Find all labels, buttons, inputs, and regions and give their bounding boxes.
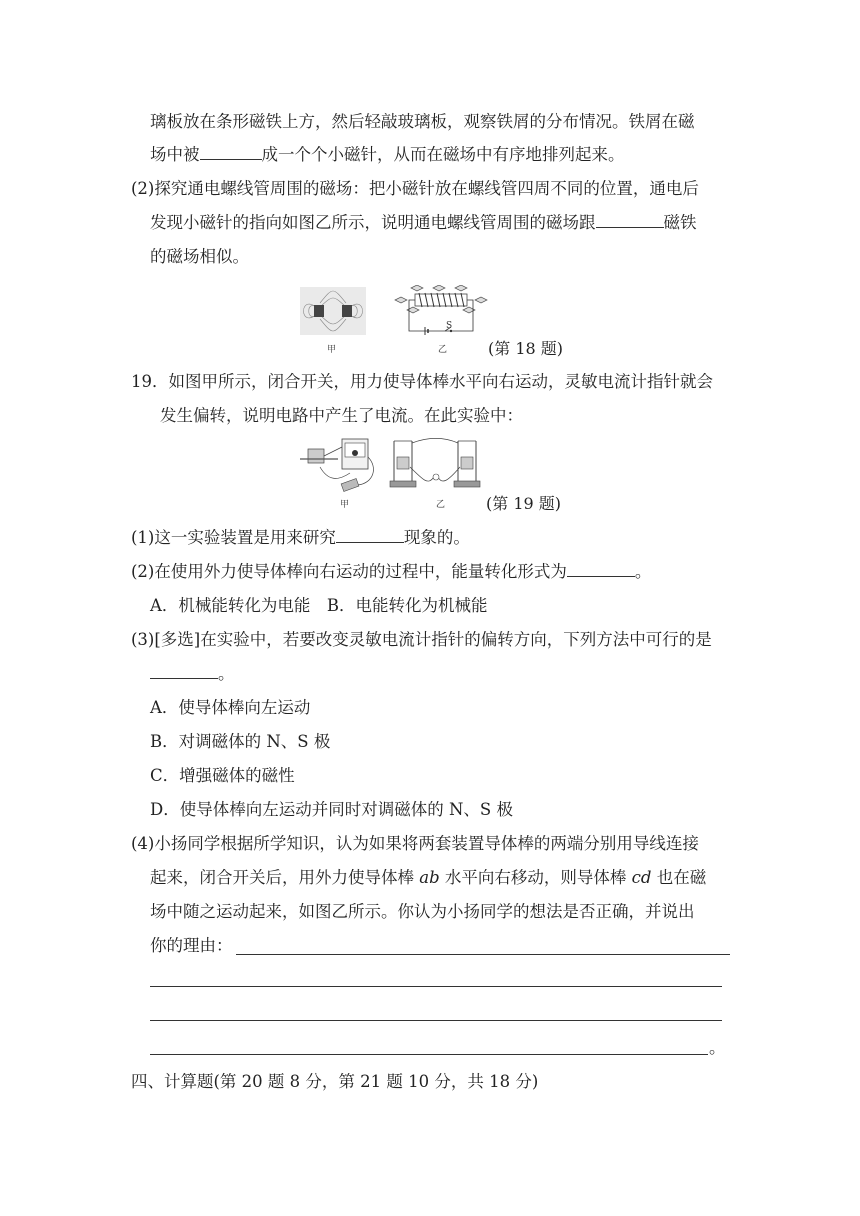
q19-part4-line-3: 场中随之运动起来，如图乙所示。你认为小扬同学的想法是否正确，并说出 [150, 902, 695, 921]
q18-part2-line-2 [150, 211, 697, 235]
q19-conductor-ab: ab [419, 868, 440, 887]
q19-part2-a: (2)在使用外力使导体棒向右运动的过程中，能量转化形式为 [131, 562, 567, 581]
q19-figure-yi-apparatus [388, 437, 484, 493]
q19-part2 [131, 560, 651, 584]
q19-figure-jia-label: 甲 [340, 500, 350, 510]
q19-part1 [131, 526, 470, 550]
q19-blank-3 [150, 662, 218, 679]
q19-part2-b: 。 [634, 562, 652, 581]
q18-line-2 [150, 143, 625, 167]
q18-line-1: 璃板放在条形磁铁上方，然后轻敲玻璃板，观察铁屑的分布情况。铁屑在磁 [150, 112, 695, 131]
q19-conductor-cd: cd [631, 868, 652, 887]
q19-part4-line-4: 你的理由： [150, 936, 233, 955]
q18-part2-line-1: (2)探究通电螺线管周围的磁场：把小磁针放在螺线管四周不同的位置，通电后 [131, 179, 699, 198]
q18-figure-yi-solenoid [393, 285, 489, 339]
q18-figure-yi-label: 乙 [438, 345, 448, 355]
q19-answer-rule-4 [150, 1054, 708, 1055]
q19-option-c: C．增强磁体的磁性 [150, 766, 295, 785]
q19-option-a: A．使导体棒向左运动 [150, 698, 311, 717]
q18-part2-line-2-b: 磁铁 [663, 213, 697, 232]
q19-figure-jia-apparatus [298, 437, 384, 493]
q18-part2-line-2-a: 发现小磁针的指向如图乙所示，说明通电螺线管周围的磁场跟 [150, 213, 596, 232]
q19-stem-line-2: 发生偏转，说明电路中产生了电流。在此实验中： [160, 406, 523, 425]
q19-option-d: D．使导体棒向左运动并同时对调磁体的 N、S 极 [150, 800, 513, 819]
q19-part4-line-2-b: 水平向右移动，则导体棒 [439, 868, 632, 887]
q18-figure-jia-label: 甲 [327, 345, 337, 355]
q19-figure-yi-label: 乙 [436, 500, 446, 510]
q19-stem-line-1: 19．如图甲所示，闭合开关，用力使导体棒水平向右运动，灵敏电流计指针就会 [131, 372, 713, 391]
q19-part4-end: 。 [709, 1038, 726, 1057]
q19-part4-line-2-c: 也在磁 [651, 868, 707, 887]
q18-figure-caption: (第 18 题) [488, 339, 564, 358]
q19-figure-caption: (第 19 题) [486, 494, 562, 513]
q19-part4-line-2-a: 起来，闭合开关后，用外力使导体棒 [150, 868, 420, 887]
q18-part2-line-3: 的磁场相似。 [150, 247, 249, 266]
q19-answer-rule-2 [150, 986, 722, 987]
q19-part3-end: 。 [218, 664, 235, 683]
q19-part1-b: 现象的。 [403, 528, 470, 547]
q18-line-2-b: 成一个个小磁针，从而在磁场中有序地排列起来。 [261, 145, 625, 164]
q19-part3: (3)[多选]在实验中，若要改变灵敏电流计指针的偏转方向，下列方法中可行的是 [131, 630, 712, 649]
q19-part3-answer-line [150, 662, 235, 686]
q18-figure-jia-iron-filings [300, 287, 366, 335]
q19-answer-rule-1 [236, 954, 730, 955]
q19-part4-line-2 [150, 866, 706, 890]
section-4-heading: 四、计算题(第 20 题 8 分，第 21 题 10 分，共 18 分) [131, 1072, 539, 1091]
q18-figure-yi-switch-label: S [446, 321, 453, 331]
q19-blank-1 [336, 526, 404, 543]
q19-answer-rule-3 [150, 1020, 722, 1021]
q19-part1-a: (1)这一实验装置是用来研究 [131, 528, 336, 547]
q19-part2-options: A．机械能转化为电能 B．电能转化为机械能 [150, 596, 488, 615]
q18-line-2-a: 场中被 [150, 145, 200, 164]
q19-blank-2 [567, 560, 635, 577]
q18-blank-1 [200, 143, 262, 160]
q18-blank-2 [596, 211, 664, 228]
q19-option-b: B．对调磁体的 N、S 极 [150, 732, 331, 751]
q19-part4-line-1: (4)小扬同学根据所学知识，认为如果将两套装置导体棒的两端分别用导线连接 [131, 834, 699, 853]
